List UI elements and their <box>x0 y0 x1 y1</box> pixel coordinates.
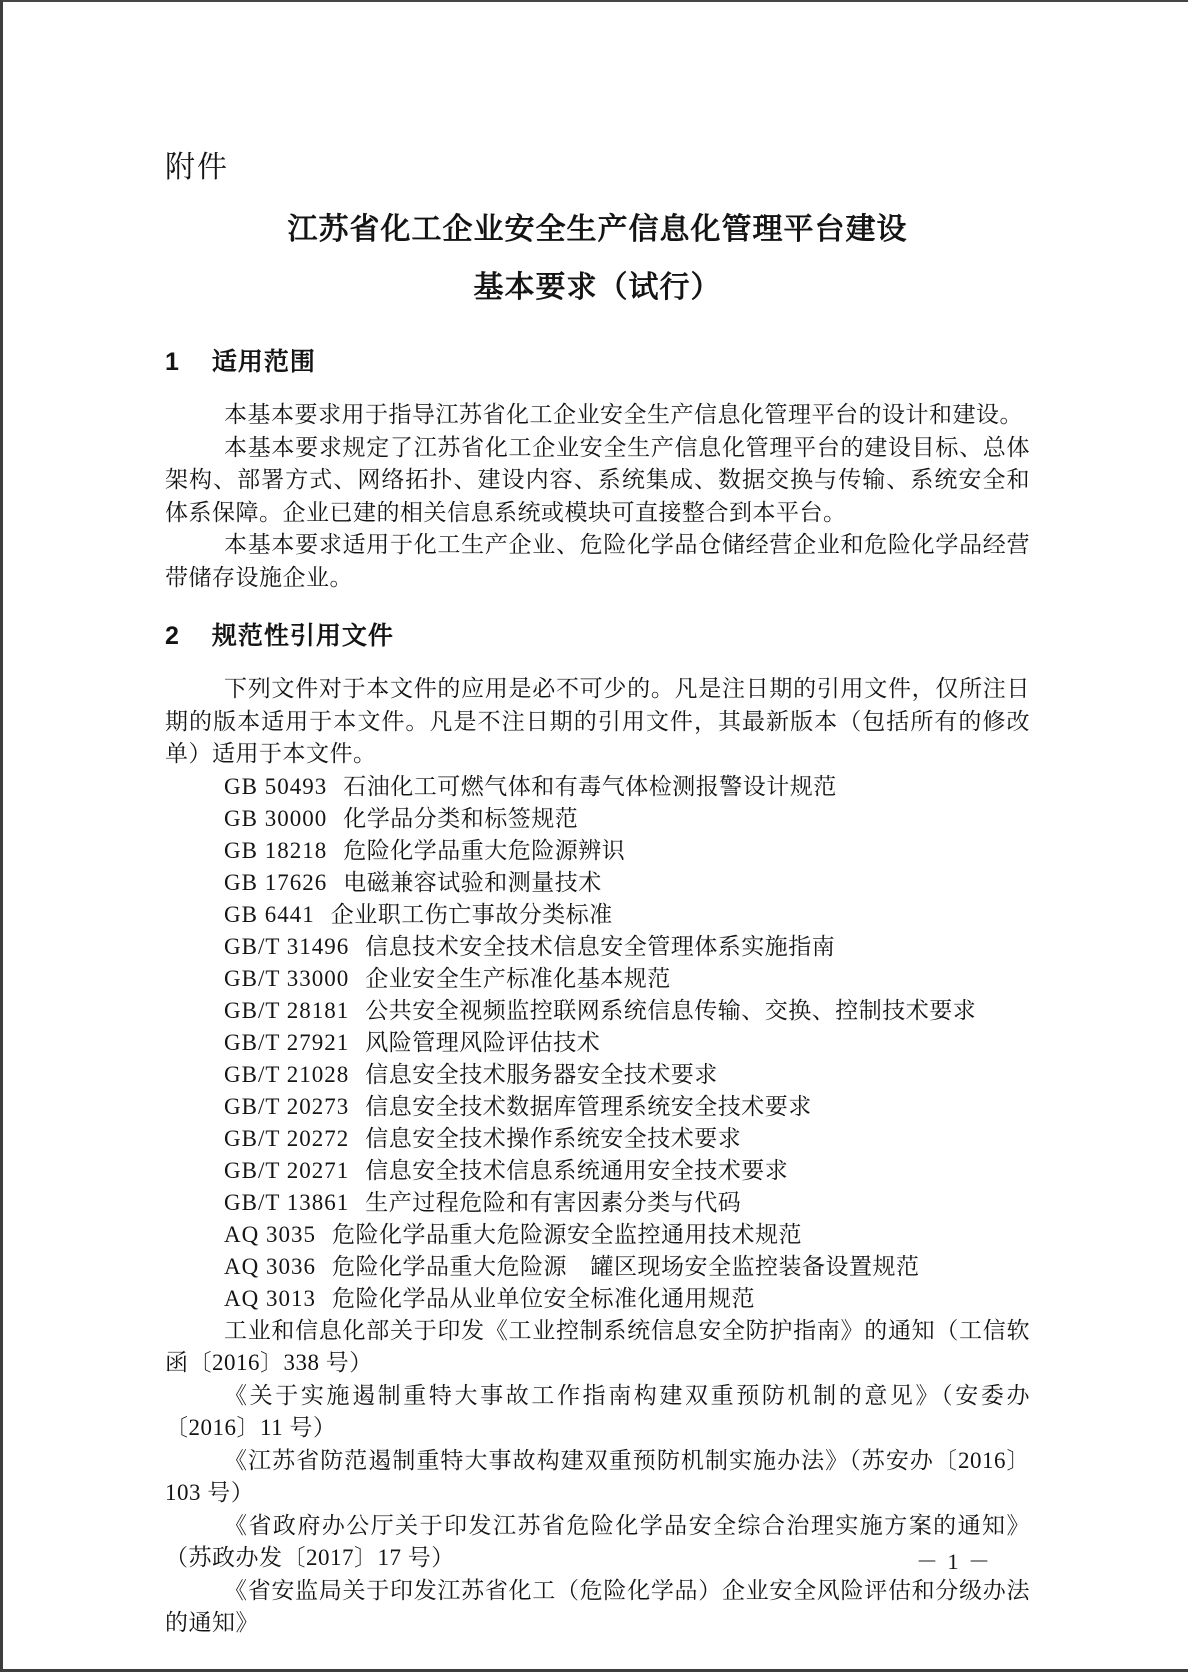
document-content <box>3 2 1188 1640</box>
paragraph: 下列文件对于本文件的应用是必不可少的。凡是注日期的引用文件，仅所注日期的版本适用于本文件。凡是不注日期的引用文件，其最新版本（包括所有的修改单）适用于本文件。 <box>165 676 1030 766</box>
reference-code: GB/T 20273 <box>224 1093 350 1119</box>
reference-code: GB 30000 <box>224 805 328 831</box>
cited-document: 《省政府办公厅关于印发江苏省危险化学品安全综合治理实施方案的通知》（苏政办发〔2017〕17 号） <box>165 1512 1030 1570</box>
section-2-heading <box>165 620 1030 653</box>
reference-title: 企业安全生产标准化基本规范 <box>365 965 671 991</box>
reference-item <box>165 931 1030 963</box>
reference-item <box>165 1187 1030 1219</box>
reference-code: GB 50493 <box>224 773 328 799</box>
section-2-title: 规范性引用文件 <box>211 622 394 650</box>
reference-item <box>165 803 1030 835</box>
reference-title: 风险管理风险评估技术 <box>365 1029 601 1055</box>
reference-title: 危险化学品重大危险源安全监控通用技术规范 <box>331 1221 802 1247</box>
reference-title: 危险化学品重大危险源 罐区现场安全监控装备设置规范 <box>331 1253 920 1279</box>
reference-code: GB/T 20271 <box>224 1157 350 1183</box>
reference-code: AQ 3013 <box>224 1285 316 1311</box>
reference-item <box>165 835 1030 867</box>
reference-code: GB/T 31496 <box>224 933 350 959</box>
reference-item <box>165 867 1030 899</box>
section-1-number: 1 <box>165 348 180 376</box>
reference-title: 信息安全技术操作系统安全技术要求 <box>365 1125 742 1151</box>
page-number: － 1 － <box>915 1549 992 1574</box>
reference-item <box>165 1251 1030 1283</box>
reference-item <box>165 1059 1030 1091</box>
reference-title: 信息安全技术数据库管理系统安全技术要求 <box>365 1093 812 1119</box>
section-1-heading <box>165 346 1030 379</box>
cited-document: 《省安监局关于印发江苏省化工（危险化学品）企业安全风险评估和分级办法的通知》 <box>165 1577 1030 1635</box>
attachment-label: 附件 <box>165 151 229 184</box>
reference-code: GB/T 27921 <box>224 1029 350 1055</box>
reference-title: 企业职工伤亡事故分类标准 <box>330 901 613 927</box>
paragraph: 本基本要求规定了江苏省化工企业安全生产信息化管理平台的建设目标、总体架构、部署方式、网络拓扑、建设内容、系统集成、数据交换与传输、系统安全和体系保障。企业已建的相关信息系统或模块可直接整合到本平台。 <box>165 434 1030 525</box>
reference-title: 信息技术安全技术信息安全管理体系实施指南 <box>365 933 836 959</box>
reference-code: AQ 3036 <box>224 1253 316 1279</box>
reference-title: 信息安全技术服务器安全技术要求 <box>365 1061 718 1087</box>
reference-item <box>165 963 1030 995</box>
reference-item <box>165 1091 1030 1123</box>
reference-item <box>165 899 1030 931</box>
cited-document: 《关于实施遏制重特大事故工作指南构建双重预防机制的意见》（安委办〔2016〕11 号） <box>165 1382 1030 1440</box>
reference-title: 电磁兼容试验和测量技术 <box>343 869 602 895</box>
reference-code: GB/T 21028 <box>224 1061 350 1087</box>
reference-code: GB 17626 <box>224 869 328 895</box>
reference-item <box>165 995 1030 1027</box>
reference-title: 公共安全视频监控联网系统信息传输、交换、控制技术要求 <box>365 997 977 1023</box>
reference-title: 石油化工可燃气体和有毒气体检测报警设计规范 <box>343 773 837 799</box>
reference-title: 危险化学品重大危险源辨识 <box>343 837 626 863</box>
paragraph: 本基本要求适用于化工生产企业、危险化学品仓储经营企业和危险化学品经营带储存设施企业。 <box>165 532 1030 590</box>
reference-title: 危险化学品从业单位安全标准化通用规范 <box>331 1285 755 1311</box>
cited-document: 《江苏省防范遏制重特大事故构建双重预防机制实施办法》（苏安办〔2016〕103 号） <box>165 1447 1030 1505</box>
section-1-title: 适用范围 <box>211 348 316 376</box>
reference-code: GB 6441 <box>224 901 315 927</box>
reference-code: GB/T 20272 <box>224 1125 350 1151</box>
paragraph: 本基本要求用于指导江苏省化工企业安全生产信息化管理平台的设计和建设。 <box>224 402 1023 427</box>
section-2-number: 2 <box>165 622 180 650</box>
reference-code: GB/T 28181 <box>224 997 350 1023</box>
reference-item <box>165 1283 1030 1315</box>
reference-item <box>165 1155 1030 1187</box>
cited-document: 工业和信息化部关于印发《工业控制系统信息安全防护指南》的通知（工信软函〔2016〕338 号） <box>165 1317 1030 1375</box>
reference-item <box>165 1219 1030 1251</box>
document-title-line1: 江苏省化工企业安全生产信息化管理平台建设 <box>287 213 908 246</box>
reference-code: AQ 3035 <box>224 1221 316 1247</box>
reference-item <box>165 1027 1030 1059</box>
reference-title: 信息安全技术信息系统通用安全技术要求 <box>365 1157 789 1183</box>
reference-code: GB 18218 <box>224 837 328 863</box>
reference-title: 生产过程危险和有害因素分类与代码 <box>365 1189 742 1215</box>
reference-title: 化学品分类和标签规范 <box>343 805 579 831</box>
reference-code: GB/T 33000 <box>224 965 350 991</box>
reference-code: GB/T 13861 <box>224 1189 350 1215</box>
document-title-line2: 基本要求（试行） <box>473 271 722 304</box>
reference-item <box>165 1123 1030 1155</box>
reference-item <box>165 771 1030 803</box>
